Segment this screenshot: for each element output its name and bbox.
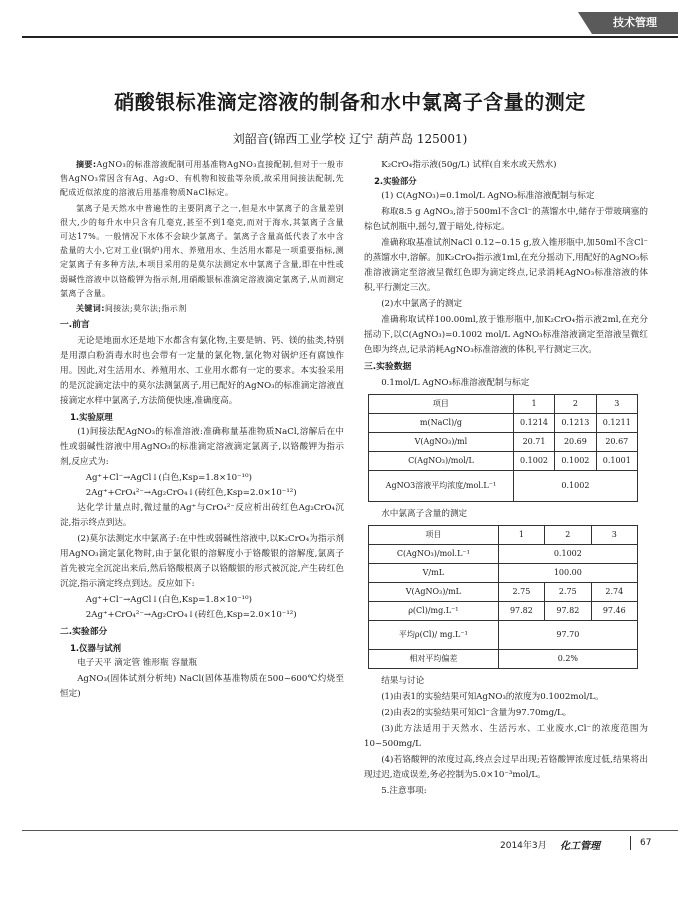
intro-paragraph: 无论是地面水还是地下水都含有氯化物,主要是钠、钙、镁的盐类,特别是用漂白粉消毒水时也会带有一定量的氯化物,氯化物对锅炉还有腐蚀作用。因此,对生活用水、养殖用水、工业用水都有一定的要求。本实验采用的是沉淀滴定法中的莫尔法测氯离子,用已配好的AgNO₃的标准滴定溶液直接滴定水样中氯离子,方法简便快速,准确度高。 <box>60 336 344 407</box>
step1-title: (1) C(AgNO₃)=0.1mol/L AgNO₃标准溶液配制与标定 <box>381 191 595 201</box>
keywords-label: 关键词: <box>76 304 105 314</box>
reagent-list: AgNO₃(固体试剂分析纯) NaCl(固体基准物质在500~600℃灼烧至恒定) <box>60 674 344 700</box>
table-cell: V/mL <box>369 564 499 583</box>
subsection-principle: 1.实验原理 <box>70 412 113 423</box>
result-2: (2)由表2的实验结果可知Cl⁻含量为97.70mg/L。 <box>381 708 572 718</box>
table1-caption: 0.1mol/L AgNO₃标准溶液配制与标定 <box>381 378 530 388</box>
equation-2: 2Ag⁺+CrO₄²⁻→Ag₂CrO₄↓(砖红色,Ksp=2.0×10⁻¹²) <box>85 488 297 499</box>
page-number: 67 <box>640 838 652 848</box>
table-row <box>369 602 638 621</box>
table-cell: 97.82 <box>545 602 591 621</box>
equation-3: Ag⁺+Cl⁻→AgCl↓(白色,Ksp=1.8×10⁻¹⁰) <box>85 595 252 606</box>
table-header-cell: 3 <box>591 526 637 545</box>
table-cell: 20.69 <box>555 433 596 452</box>
table-cell: 0.1002 <box>513 471 637 502</box>
table-cell: 0.1002 <box>498 545 637 564</box>
table-cell: 平均ρ(Cl)/ mg.L⁻¹ <box>369 621 499 650</box>
table-cell: 0.1213 <box>555 414 596 433</box>
table-header-cell: 1 <box>498 526 544 545</box>
table-cell: 0.1002 <box>513 452 554 471</box>
table2-caption: 水中氯离子含量的测定 <box>381 509 468 519</box>
table-header-cell: 1 <box>513 395 554 414</box>
table-cell: 2.75 <box>545 583 591 602</box>
table-cell: 2.75 <box>498 583 544 602</box>
table-row <box>369 433 638 452</box>
table-cell: 0.1214 <box>513 414 554 433</box>
tag-corner <box>578 12 592 34</box>
subsection-instruments: 1.仪器与试剂 <box>70 643 121 654</box>
section-heading-3: 三.实验数据 <box>364 362 412 372</box>
footer-rule <box>22 830 678 831</box>
table-cell: C(AgNO₃)/mol/L <box>369 452 514 471</box>
table-cell: 0.1211 <box>596 414 637 433</box>
principle-1b: 达化学计量点时,微过量的Ag⁺与CrO₄²⁻反应析出砖红色Ag₂CrO₄沉淀,指示终点到达。 <box>60 503 344 529</box>
calibration-table <box>368 394 638 502</box>
abstract-label: 摘要: <box>76 160 97 169</box>
results-title: 结果与讨论 <box>381 676 425 686</box>
equation-1: Ag⁺+Cl⁻→AgCl↓(白色,Ksp=1.8×10⁻¹⁰) <box>85 473 252 484</box>
abstract-text: AgNO₃的标准溶液配制可用基准物AgNO₃直接配制,但对于一般市售AgNO₃常因含有Ag、Ag₂O、有机物和铵盐等杂质,故采用间接法配制,先配成近似浓度的溶液后用基准物质NaCl标定。 <box>60 160 344 198</box>
header-rule <box>22 36 678 38</box>
right-column <box>364 158 648 800</box>
table-row <box>369 583 638 602</box>
issue-date: 2014年3月 <box>500 841 547 851</box>
table-cell: ρ(Cl)/mg.L⁻¹ <box>369 602 499 621</box>
table-cell: m(NaCl)/g <box>369 414 514 433</box>
keywords-text: 间接法;莫尔法;指示剂 <box>104 304 187 314</box>
step2-text: 准确称取试样100.00ml,放于锥形瓶中,加K₂CrO₄指示液2ml,在充分摇动下,以C(AgNO₃)=0.1002 mol/L AgNO₃标准溶液滴定至溶液呈微红色即为终点,记录消耗AgNO₃标准溶液的体积,平行测定三次。 <box>364 315 648 355</box>
section-tag-label: 技术管理 <box>613 16 657 29</box>
table-cell: V(AgNO₃)/ml <box>369 433 514 452</box>
section-heading-2: 二.实验部分 <box>60 627 108 638</box>
table-header-row <box>369 395 638 414</box>
table-cell: 0.1002 <box>555 452 596 471</box>
abstract-p2: 氯离子是天然水中普遍性的主要阴离子之一,但是水中氯离子的含量差别很大,少的每升水中只含有几毫克,甚至不到1毫克,而对于海水,其氯离子含量可达17%。一般情况下水体不会缺少氯离子。氯离子含量高低代表了水中含盐量的大小,它对工业(锅炉)用水、养殖用水、生活用水都是一项重要指标,测定氯离子有多种方法,本项目采用的是莫尔法测定水中氯离子含量,即在中性或弱碱性溶液中以铬酸钾为指示剂,用硝酸银标准滴定溶液滴定氯离子,从而测定氯离子含量。 <box>60 203 344 298</box>
author-line: 刘韶音(锦西工业学校 辽宁 葫芦岛 125001) <box>232 132 468 146</box>
reagent-line: K₂CrO₄指示液(50g/L) 试样(自来水或天然水) <box>381 160 557 170</box>
result-5: 5.注意事项: <box>381 786 427 796</box>
table-row <box>369 471 638 502</box>
result-3: (3)此方法适用于天然水、生活污水、工业废水,Cl⁻的浓度范围为10~500mg/L <box>364 724 648 749</box>
table-cell: 100.00 <box>498 564 637 583</box>
table-row <box>369 564 638 583</box>
table-cell: AgNO3溶液平均浓度/mol.L⁻¹ <box>369 471 514 502</box>
table-cell: C(AgNO₃)/mol.L⁻¹ <box>369 545 499 564</box>
instrument-list: 电子天平 滴定管 锥形瓶 容量瓶 <box>77 658 198 669</box>
result-1: (1)由表1的实验结果可知AgNO₃的浓度为0.1002mol/L。 <box>381 692 604 702</box>
table-cell: 97.70 <box>498 621 637 650</box>
table-cell: 97.46 <box>591 602 637 621</box>
page-header <box>0 0 700 44</box>
table-cell: 20.67 <box>596 433 637 452</box>
keywords <box>60 302 344 316</box>
table-header-row <box>369 526 638 545</box>
equation-4: 2Ag⁺+CrO₄²⁻→Ag₂CrO₄↓(砖红色,Ksp=2.0×10⁻¹²) <box>85 610 297 621</box>
table-header-cell: 项目 <box>369 526 499 545</box>
step1-text: 称取8.5 g AgNO₃,溶于500ml不含Cl⁻的蒸馏水中,储存于带玻璃塞的棕色试剂瓶中,摇匀,置于暗处,待标定。 <box>364 207 648 232</box>
table-cell: 0.2% <box>498 650 637 669</box>
table-row <box>369 545 638 564</box>
principle-2: (2)莫尔法测定水中氯离子:在中性或弱碱性溶液中,以K₂CrO₄为指示剂用AgNO₃滴定氯化物时,由于氯化银的溶解度小于铬酸银的溶解度,氯离子首先被完全沉淀出来后,然后铬酸根离子以铬酸银的形式被沉淀,产生砖红色沉淀,指示滴定终点到达。反应如下: <box>60 534 344 590</box>
table-cell: V(AgNO₃)/mL <box>369 583 499 602</box>
page-footer <box>0 838 700 858</box>
abstract <box>60 158 344 201</box>
article-title: 硝酸银标准滴定溶液的制备和水中氯离子含量的测定 <box>114 90 586 114</box>
table-cell: 2.74 <box>591 583 637 602</box>
table-header-cell: 2 <box>555 395 596 414</box>
table-cell: 相对平均偏差 <box>369 650 499 669</box>
table-row <box>369 650 638 669</box>
table-row <box>369 414 638 433</box>
footer-divider <box>630 836 631 850</box>
chloride-table <box>368 525 638 669</box>
result-4: (4)若铬酸钾的浓度过高,终点会过早出现;若铬酸钾浓度过低,结果将出现过迟,造成误差,务必控制为5.0×10⁻³mol/L。 <box>364 755 648 780</box>
table-header-cell: 项目 <box>369 395 514 414</box>
table-cell: 0.1001 <box>596 452 637 471</box>
table-row <box>369 621 638 650</box>
subsection-experiment: 2.实验部分 <box>374 176 417 186</box>
table-header-cell: 2 <box>545 526 591 545</box>
step1-text2: 准确称取基准试剂NaCl 0.12~0.15 g,放入锥形瓶中,加50ml不含Cl⁻的蒸馏水中,溶解。加K₂CrO₄指示液1ml,在充分摇动下,用配好的AgNO₃标准溶液滴定至溶液呈微红色即为滴定终点,记录消耗AgNO₃标准溶液的体积,平行测定三次。 <box>364 238 648 293</box>
principle-1: (1)间接法配AgNO₃的标准溶液:准确称量基准物质NaCl,溶解后在中性或弱碱性溶液中用AgNO₃的标准滴定溶液滴定氯离子,以铬酸钾为指示剂,反应式为: <box>60 427 344 468</box>
section-heading-1: 一.前言 <box>60 320 90 331</box>
step2-title: (2)水中氯离子的测定 <box>381 299 463 309</box>
table-header-cell: 3 <box>596 395 637 414</box>
journal-name: 化工管理 <box>560 841 600 852</box>
table-cell: 97.82 <box>498 602 544 621</box>
table-cell: 20.71 <box>513 433 554 452</box>
left-column <box>60 158 344 703</box>
section-tag <box>592 12 678 34</box>
table-row <box>369 452 638 471</box>
